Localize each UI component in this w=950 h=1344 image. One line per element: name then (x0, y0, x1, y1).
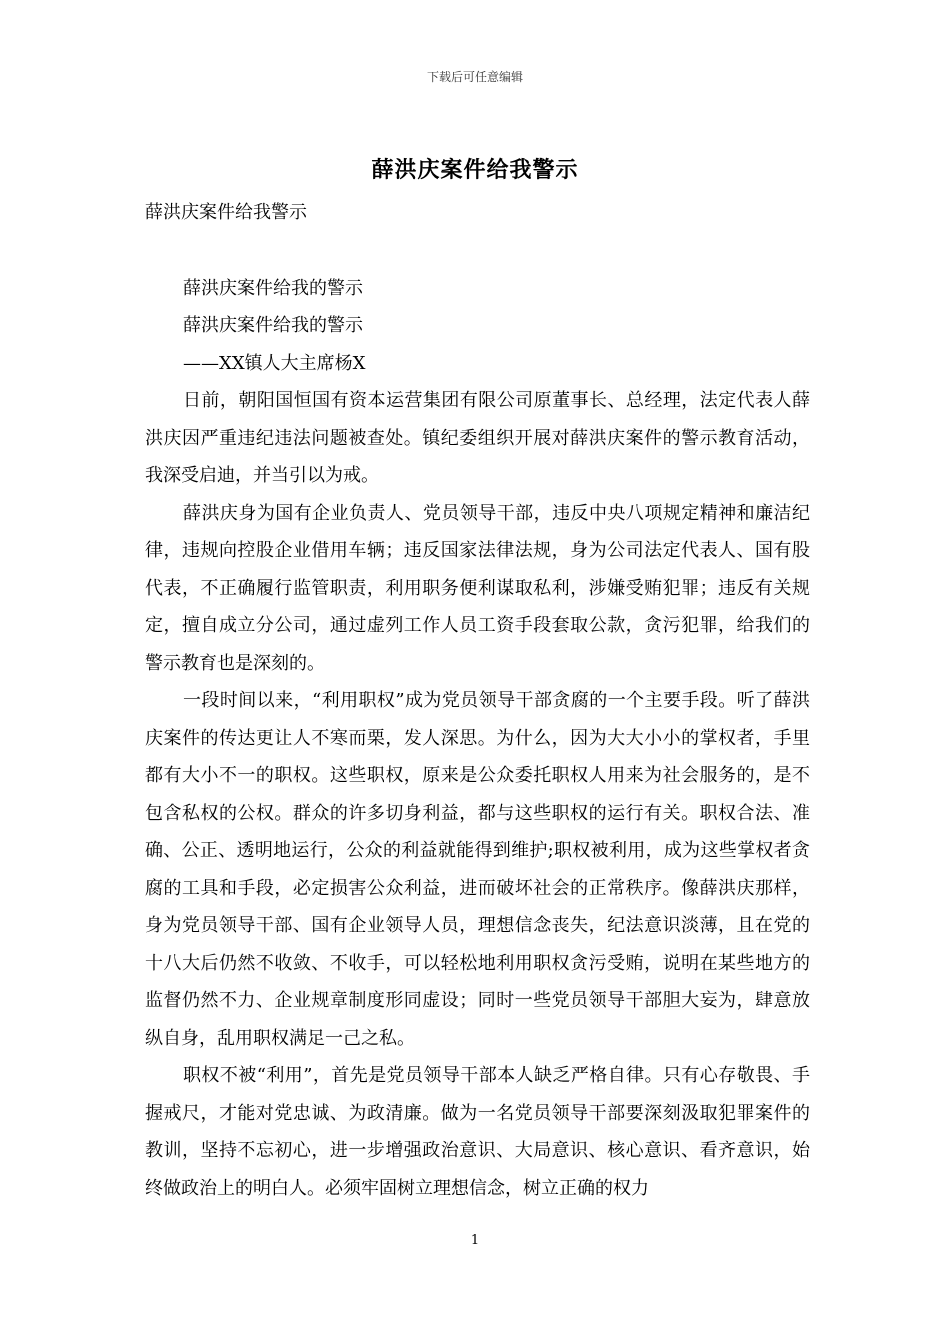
document-body (145, 194, 810, 1207)
body-paragraph-3: 一段时间以来，“利用职权”成为党员领导干部贪腐的一个主要手段。听了薛洪庆案件的传达更让人不寒而栗，发人深思。为什么，因为大大小小的掌权者，手里都有大小不一的职权。这些职权，原来是公众委托职权人用来为社会服务的，是不包含私权的公权。群众的许多切身利益，都与这些职权的运行有关。职权合法、准确、公正、透明地运行，公众的利益就能得到维护;职权被利用，成为这些掌权者贪腐的工具和手段，必定损害公众利益，进而破坏社会的正常秩序。像薛洪庆那样，身为党员领导干部、国有企业领导人员，理想信念丧失，纪法意识淡薄，且在党的十八大后仍然不收敛、不收手，可以轻松地利用职权贪污受贿，说明在某些地方的监督仍然不力、企业规章制度形同虚设；同时一些党员领导干部胆大妄为，肆意放纵自身，乱用职权满足一己之私。 (145, 690, 810, 1049)
body-paragraph-2: 薛洪庆身为国有企业负责人、党员领导干部，违反中央八项规定精神和廉洁纪律，违规向控股企业借用车辆；违反国家法律法规，身为公司法定代表人、国有股代表，不正确履行监管职责，利用职务便利谋取私利，涉嫌受贿犯罪；违反有关规定，擅自成立分公司，通过虚列工作人员工资手段套取公款，贪污犯罪，给我们的警示教育也是深刻的。 (145, 502, 810, 674)
body-paragraph-4: 职权不被“利用”，首先是党员领导干部本人缺乏严格自律。只有心存敬畏、手握戒尺，才能对党忠诚、为政清廉。做为一名党员领导干部要深刻汲取犯罪案件的教训，坚持不忘初心，进一步增强政治意识、大局意识、核心意识、看齐意识，始终做政治上的明白人。必须牢固树立理想信念，树立正确的权力 (145, 1065, 810, 1199)
page-number: 1 (470, 1233, 480, 1248)
heading-line-1: 薛洪庆案件给我的警示 (183, 277, 363, 299)
page-header-note: 下载后可任意编辑 (426, 70, 523, 84)
body-paragraph-1: 日前，朝阳国恒国有资本运营集团有限公司原董事长、总经理，法定代表人薛洪庆因严重违纪违法问题被查处。镇纪委组织开展对薛洪庆案件的警示教育活动，我深受启迪，并当引以为戒。 (145, 390, 810, 486)
heading-line-2: 薛洪庆案件给我的警示 (183, 315, 363, 336)
document-subtitle: 薛洪庆案件给我警示 (145, 202, 307, 223)
blank-line (145, 232, 810, 270)
document-title: 薛洪庆案件给我警示 (371, 157, 579, 183)
author-line: ——XX镇人大主席杨X (183, 352, 366, 374)
